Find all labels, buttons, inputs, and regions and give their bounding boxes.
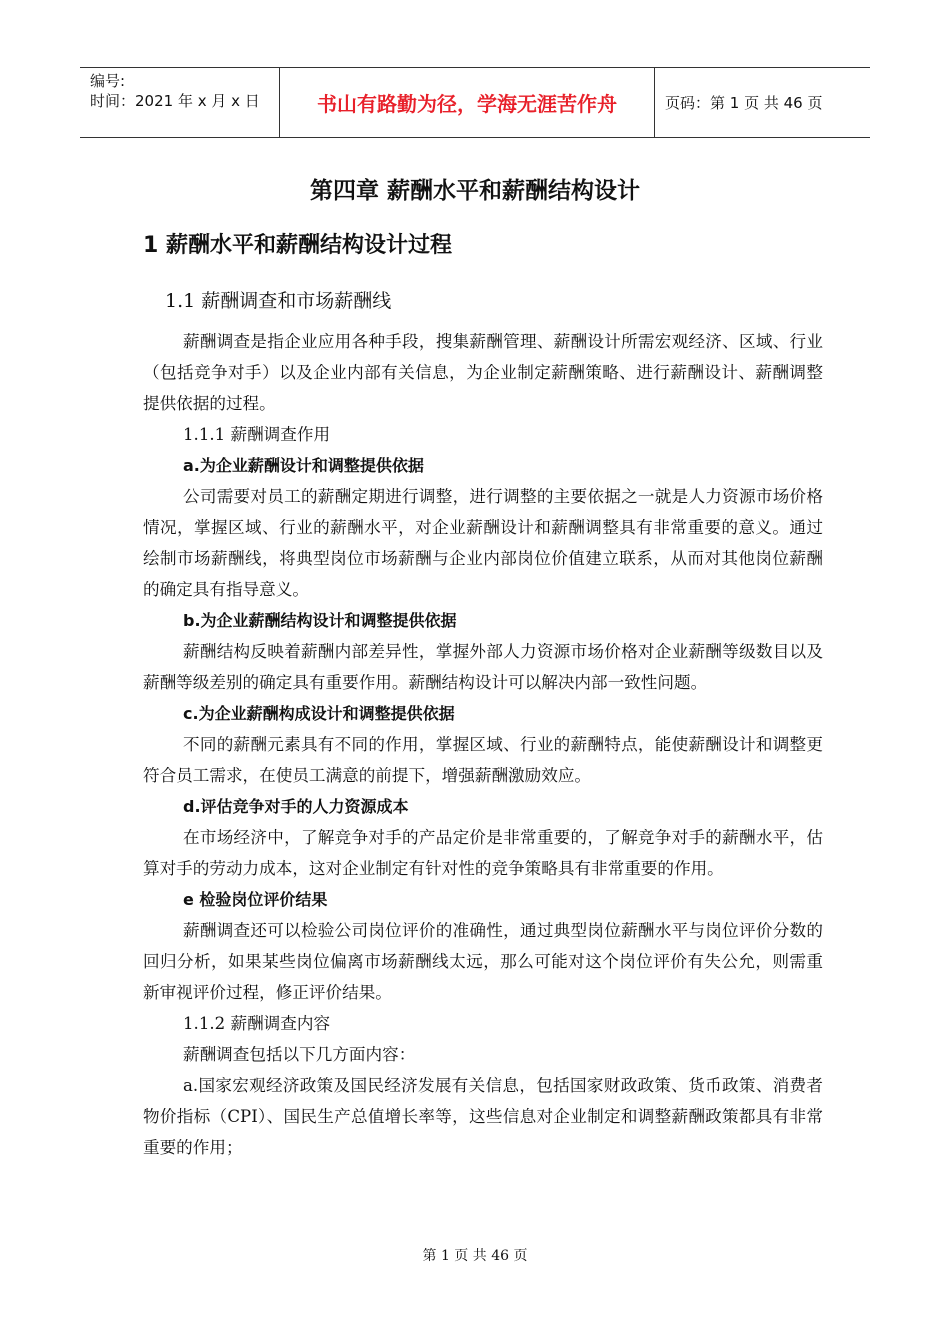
document-body [143,326,823,1163]
point-a-text: 公司需要对员工的薪酬定期进行调整，进行调整的主要依据之一就是人力资源市场价格情况，掌握区域、行业的薪酬水平，对企业薪酬设计和薪酬调整具有非常重要的意义。通过绘制市场薪酬线，将典型岗位市场薪酬与企业内部岗位价值建立联系，从而对其他岗位薪酬的确定具有指导意义。 [143,487,823,599]
point-d-title: d.评估竞争对手的人力资源成本 [183,797,409,816]
page-footer: 第 1 页 共 46 页 [422,1248,528,1264]
point-e-title: e 检验岗位评价结果 [183,890,328,909]
list-intro: 薪酬调查包括以下几方面内容： [183,1045,416,1064]
header-time-label: 时间：2021 年 x 月 x 日 [90,92,260,110]
point-b-title: b.为企业薪酬结构设计和调整提供依据 [183,611,457,630]
heading-1-1-1: 1.1.1 薪酬调查作用 [183,425,331,444]
point-b-text: 薪酬结构反映着薪酬内部差异性，掌握外部人力资源市场价格对企业薪酬等级数目以及薪酬等级差别的确定具有重要作用。薪酬结构设计可以解决内部一致性问题。 [143,642,823,692]
chapter-title: 第四章 薪酬水平和薪酬结构设计 [309,178,640,204]
header-motto: 书山有路勤为径，学海无涯苦作舟 [280,68,655,137]
intro-paragraph: 薪酬调查是指企业应用各种手段，搜集薪酬管理、薪酬设计所需宏观经济、区域、行业（包括竞争对手）以及企业内部有关信息，为企业制定薪酬策略、进行薪酬设计、薪酬调整提供依据的过程。 [143,332,823,413]
point-a-title: a.为企业薪酬设计和调整提供依据 [183,456,424,475]
point-e-text: 薪酬调查还可以检验公司岗位评价的准确性，通过典型岗位薪酬水平与岗位评价分数的回归分析，如果某些岗位偏离市场薪酬线太远，那么可能对这个岗位评价有失公允，则需重新审视评价过程，修正评价结果。 [143,921,823,1002]
list-item-a: a.国家宏观经济政策及国民经济发展有关信息，包括国家财政政策、货币政策、消费者物价指标（CPI）、国民生产总值增长率等，这些信息对企业制定和调整薪酬政策都具有非常重要的作用； [143,1076,823,1157]
header-page-code: 页码：第 1 页 共 46 页 [665,94,823,112]
point-c-text: 不同的薪酬元素具有不同的作用，掌握区域、行业的薪酬特点，能使薪酬设计和调整更符合员工需求，在使员工满意的前提下，增强薪酬激励效应。 [143,735,823,785]
page-header [80,67,870,138]
point-c-title: c.为企业薪酬构成设计和调整提供依据 [183,704,455,723]
header-number-label: 编号: [90,72,126,90]
heading-1-1-2: 1.1.2 薪酬调查内容 [183,1014,331,1033]
header-meta [80,68,280,137]
section-title: 1 薪酬水平和薪酬结构设计过程 [143,233,452,258]
subsection-title: 1.1 薪酬调查和市场薪酬线 [165,290,392,312]
point-d-text: 在市场经济中，了解竞争对手的产品定价是非常重要的，了解竞争对手的薪酬水平，估算对手的劳动力成本，这对企业制定有针对性的竞争策略具有非常重要的作用。 [143,828,823,878]
